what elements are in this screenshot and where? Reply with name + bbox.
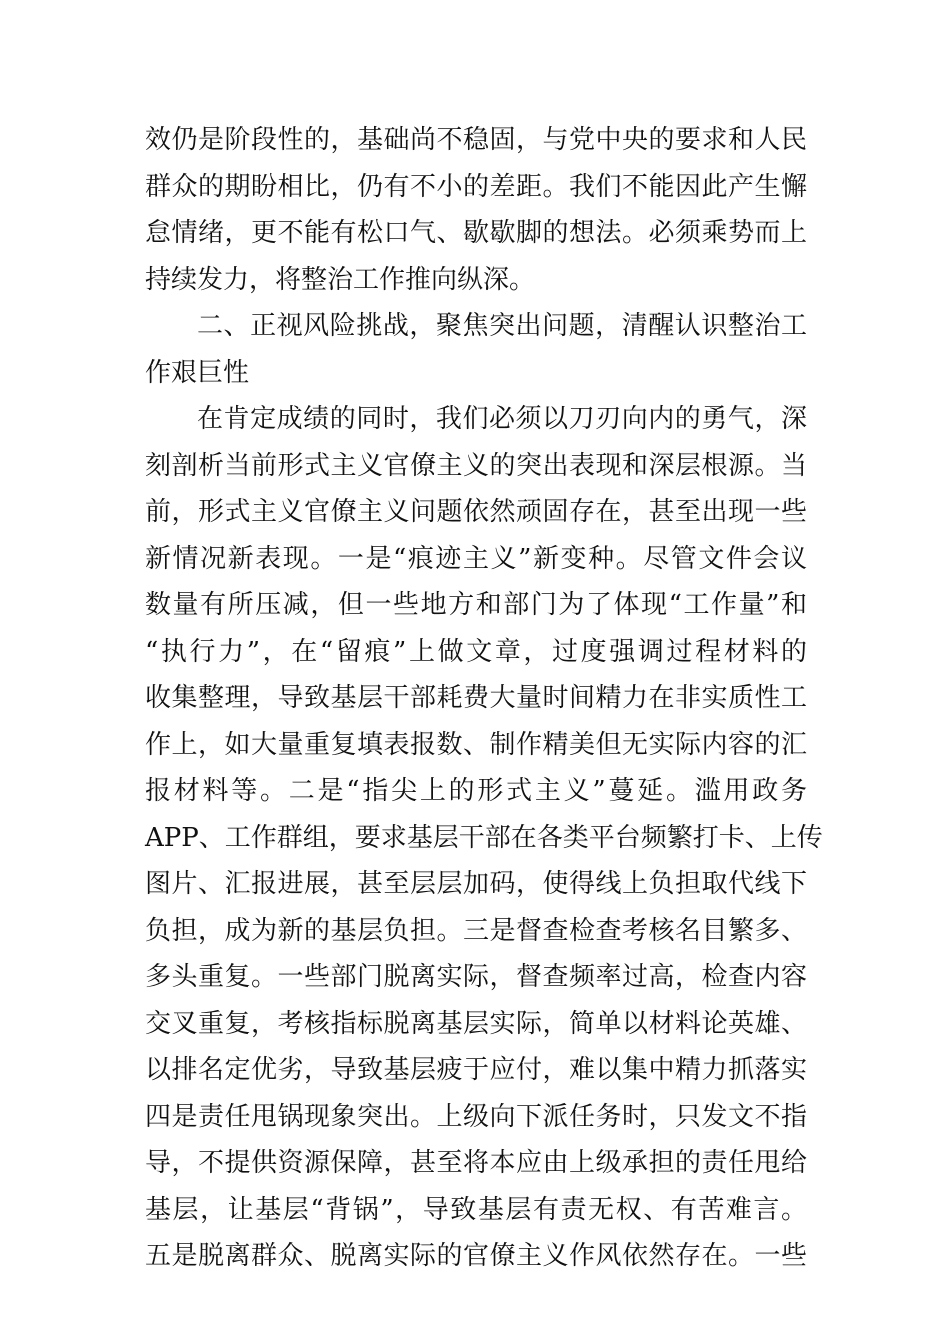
paragraph-line: 收集整理，导致基层干部耗费大量时间精力在非实质性工: [145, 683, 807, 713]
paragraph-line: 数量有所压减，但一些地方和部门为了体现“工作量”和: [145, 590, 807, 620]
document-body: [145, 117, 823, 1280]
paragraph-line: 图片、汇报进展，甚至层层加码，使得线上负担取代线下: [145, 869, 807, 899]
paragraph-line: 多头重复。一些部门脱离实际，督查频率过高，检查内容: [145, 962, 807, 992]
paragraph-line: 基层，让基层“背锅”，导致基层有责无权、有苦难言。: [145, 1194, 807, 1225]
paragraph-line: APP、工作群组，要求基层干部在各类平台频繁打卡、上传: [145, 822, 823, 853]
paragraph-line: “执行力”，在“留痕”上做文章，过度强调过程材料的: [145, 636, 807, 667]
paragraph-line: 刻剖析当前形式主义官僚主义的突出表现和深层根源。当: [145, 450, 807, 481]
paragraph-line: 效仍是阶段性的，基础尚不稳固，与党中央的要求和人民: [145, 125, 807, 155]
paragraph-line: 以排名定优劣，导致基层疲于应付，难以集中精力抓落实: [145, 1055, 807, 1085]
paragraph-line: 导，不提供资源保障，甚至将本应由上级承担的责任甩给: [145, 1148, 807, 1178]
paragraph-line: 五是脱离群众、脱离实际的官僚主义作风依然存在。一些: [145, 1241, 807, 1271]
section-heading-line: 作艰巨性: [145, 357, 250, 388]
paragraph-line: 怠情绪，更不能有松口气、歇歇脚的想法。必须乘势而上: [145, 218, 807, 248]
paragraph-line: 新情况新表现。一是“痕迹主义”新变种。尽管文件会议: [145, 543, 807, 574]
paragraph-line: 交叉重复，考核指标脱离基层实际，简单以材料论英雄、: [145, 1008, 807, 1039]
paragraph-line: 群众的期盼相比，仍有不小的差距。我们不能因此产生懈: [145, 171, 807, 202]
paragraph-line: 报材料等。二是“指尖上的形式主义”蔓延。滥用政务: [145, 776, 807, 806]
paragraph-line: 持续发力，将整治工作推向纵深。: [145, 264, 536, 295]
section-heading-line: 二、正视风险挑战，聚焦突出问题，清醒认识整治工: [197, 311, 807, 341]
paragraph-line: 四是责任甩锅现象突出。上级向下派任务时，只发文不指: [145, 1101, 807, 1132]
paragraph-line: 作上，如大量重复填表报数、制作精美但无实际内容的汇: [145, 729, 807, 760]
paragraph-line: 负担，成为新的基层负担。三是督查检查考核名目繁多、: [145, 915, 807, 946]
paragraph-line: 前，形式主义官僚主义问题依然顽固存在，甚至出现一些: [145, 497, 807, 527]
paragraph-line: 在肯定成绩的同时，我们必须以刀刃向内的勇气，深: [197, 404, 807, 434]
